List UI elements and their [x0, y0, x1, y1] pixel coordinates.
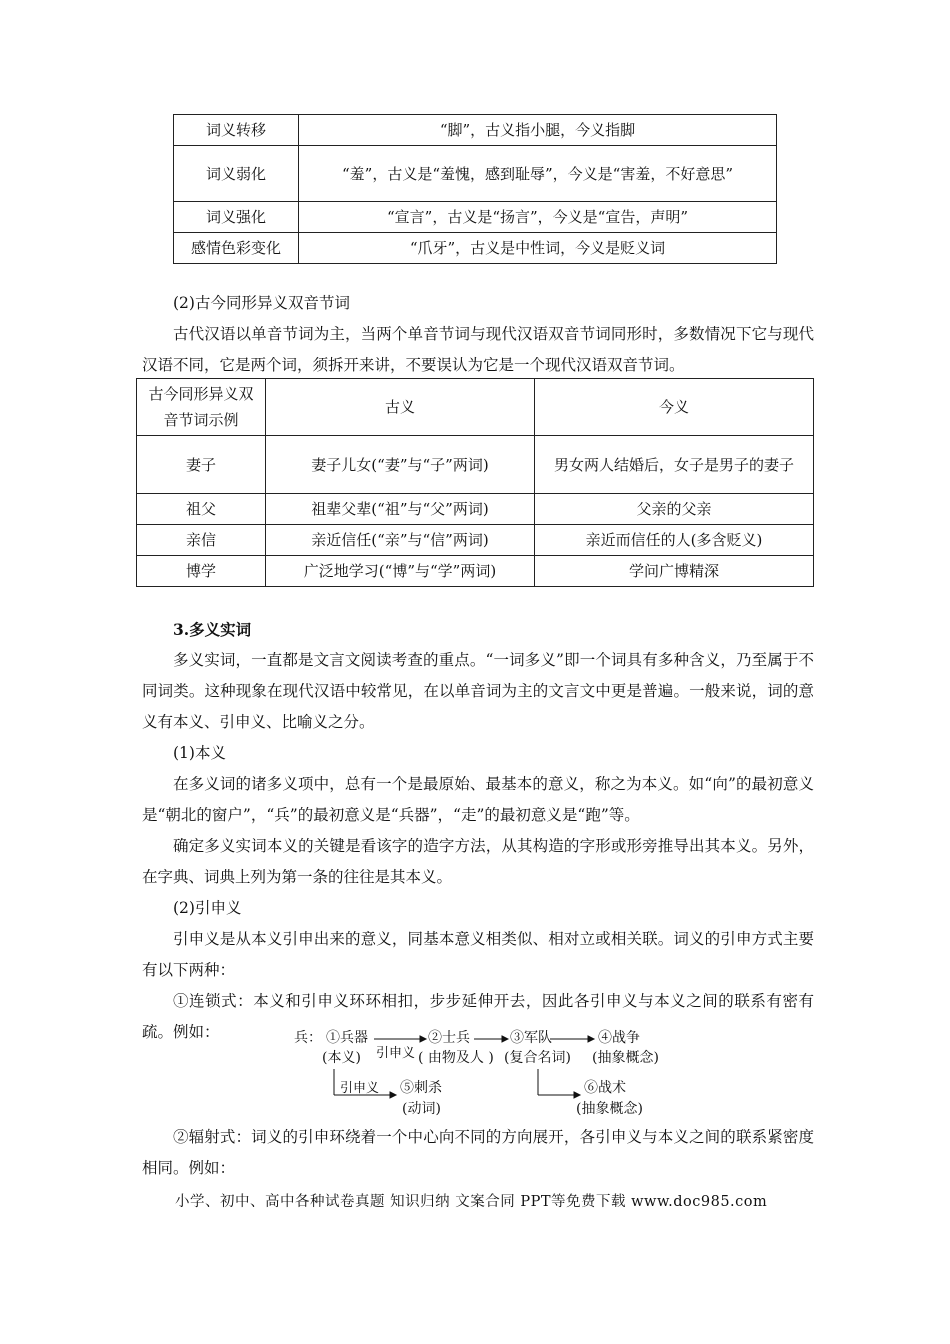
table-row [137, 436, 814, 494]
table-cell: 词义转移 [174, 115, 299, 146]
table-cell: 亲近而信任的人(多含贬义) [535, 525, 814, 556]
table-row [137, 556, 814, 587]
section-2 [142, 288, 814, 381]
section-3-continued [142, 1122, 814, 1184]
table-cell: 祖父 [137, 494, 266, 525]
section-3 [142, 614, 814, 1048]
table-cell: 男女两人结婚后，女子是男子的妻子 [535, 436, 814, 494]
table-cell: 父亲的父亲 [535, 494, 814, 525]
table-row [137, 494, 814, 525]
diagram-node-note: (抽象概念) [576, 1101, 643, 1117]
diagram-node-note: (抽象概念) [592, 1050, 659, 1066]
diagram-node-note: ( 由物及人 ) [418, 1050, 494, 1066]
subheading: (1)本义 [173, 744, 226, 762]
table-header-row [137, 379, 814, 436]
diagram-node: ⑥战术 [584, 1080, 626, 1096]
table-cell: 感情色彩变化 [174, 233, 299, 264]
diagram-node-note: (复合名词) [504, 1050, 571, 1066]
diagram-node: ③军队 [510, 1030, 552, 1046]
diagram-node: ④战争 [598, 1030, 640, 1046]
diagram-node: ②士兵 [428, 1030, 470, 1046]
page-footer: 小学、初中、高中各种试卷真题 知识归纳 文案合同 PPT等免费下载 www.doc985.com [175, 1194, 768, 1210]
column-header: 古今同形异义双音节词示例 [137, 379, 266, 436]
table-row [174, 146, 777, 202]
paragraph: 确定多义实词本义的关键是看该字的造字方法，从其构造的字形或形旁推导出其本义。另外，在字典、词典上列为第一条的往往是其本义。 [142, 837, 814, 886]
paragraph: ①连锁式：本义和引申义环环相扣，步步延伸开去，因此各引申义与本义之间的联系有密有疏。例如： [142, 992, 814, 1041]
diagram-node: ①兵器 [326, 1030, 368, 1046]
table-cell: 学问广博精深 [535, 556, 814, 587]
paragraph: 引申义是从本义引申出来的意义，同基本意义相类似、相对立或相关联。词义的引申方式主要有以下两种： [142, 930, 814, 979]
table-row [174, 202, 777, 233]
paragraph: 古代汉语以单音节词为主，当两个单音节词与现代汉语双音节词同形时，多数情况下它与现代汉语不同，它是两个词，须拆开来讲，不要误认为它是一个现代汉语双音节词。 [142, 325, 814, 374]
table-cell: 妻子儿女(“妻”与“子”两词) [266, 436, 535, 494]
table-cell: 亲近信任(“亲”与“信”两词) [266, 525, 535, 556]
table-cell: 博学 [137, 556, 266, 587]
table-cell: “宣言”，古义是“扬言”，今义是“宣告，声明” [299, 202, 777, 233]
diagram-root: 兵： [294, 1030, 322, 1046]
table-cell: 广泛地学习(“博”与“学”两词) [266, 556, 535, 587]
table-cell: 词义强化 [174, 202, 299, 233]
word-meaning-change-table [173, 114, 777, 264]
table-cell: “脚”，古义指小腿，今义指脚 [299, 115, 777, 146]
meaning-extension-diagram [292, 1023, 672, 1119]
diagram-edge-label: 引申义 [340, 1081, 380, 1096]
diagram-node-note: (本义) [322, 1050, 361, 1066]
diagram-edge-label: 引申义 [376, 1046, 416, 1061]
table-cell: 妻子 [137, 436, 266, 494]
table-row [137, 525, 814, 556]
section-heading: (2)古今同形异义双音节词 [173, 294, 350, 312]
diagram-node: ⑤刺杀 [400, 1080, 442, 1096]
table-cell: “羞”，古义是“羞愧，感到耻辱”，今义是“害羞，不好意思” [299, 146, 777, 202]
subheading: (2)引申义 [173, 899, 242, 917]
column-header: 今义 [535, 379, 814, 436]
section-heading: 3.多义实词 [173, 620, 252, 639]
table-cell: 亲信 [137, 525, 266, 556]
paragraph: 多义实词，一直都是文言文阅读考查的重点。“一词多义”即一个词具有多种含义，乃至属于不同词类。这种现象在现代汉语中较常见，在以单音词为主的文言文中更是普遍。一般来说，词的意义有本义、引申义、比喻义之分。 [142, 651, 814, 731]
table-cell: “爪牙”，古义是中性词，今义是贬义词 [299, 233, 777, 264]
table-cell: 词义弱化 [174, 146, 299, 202]
table-cell: 祖辈父辈(“祖”与“父”两词) [266, 494, 535, 525]
paragraph: 在多义词的诸多义项中，总有一个是最原始、最基本的意义，称之为本义。如“向”的最初意义是“朝北的窗户”，“兵”的最初意义是“兵器”，“走”的最初意义是“跑”等。 [142, 775, 814, 824]
column-header: 古义 [266, 379, 535, 436]
diagram-node-note: (动词) [402, 1101, 441, 1117]
table-row [174, 115, 777, 146]
paragraph: ②辐射式：词义的引申环绕着一个中心向不同的方向展开，各引申义与本义之间的联系紧密度相同。例如： [142, 1128, 814, 1177]
homograph-table [136, 378, 814, 587]
table-row [174, 233, 777, 264]
